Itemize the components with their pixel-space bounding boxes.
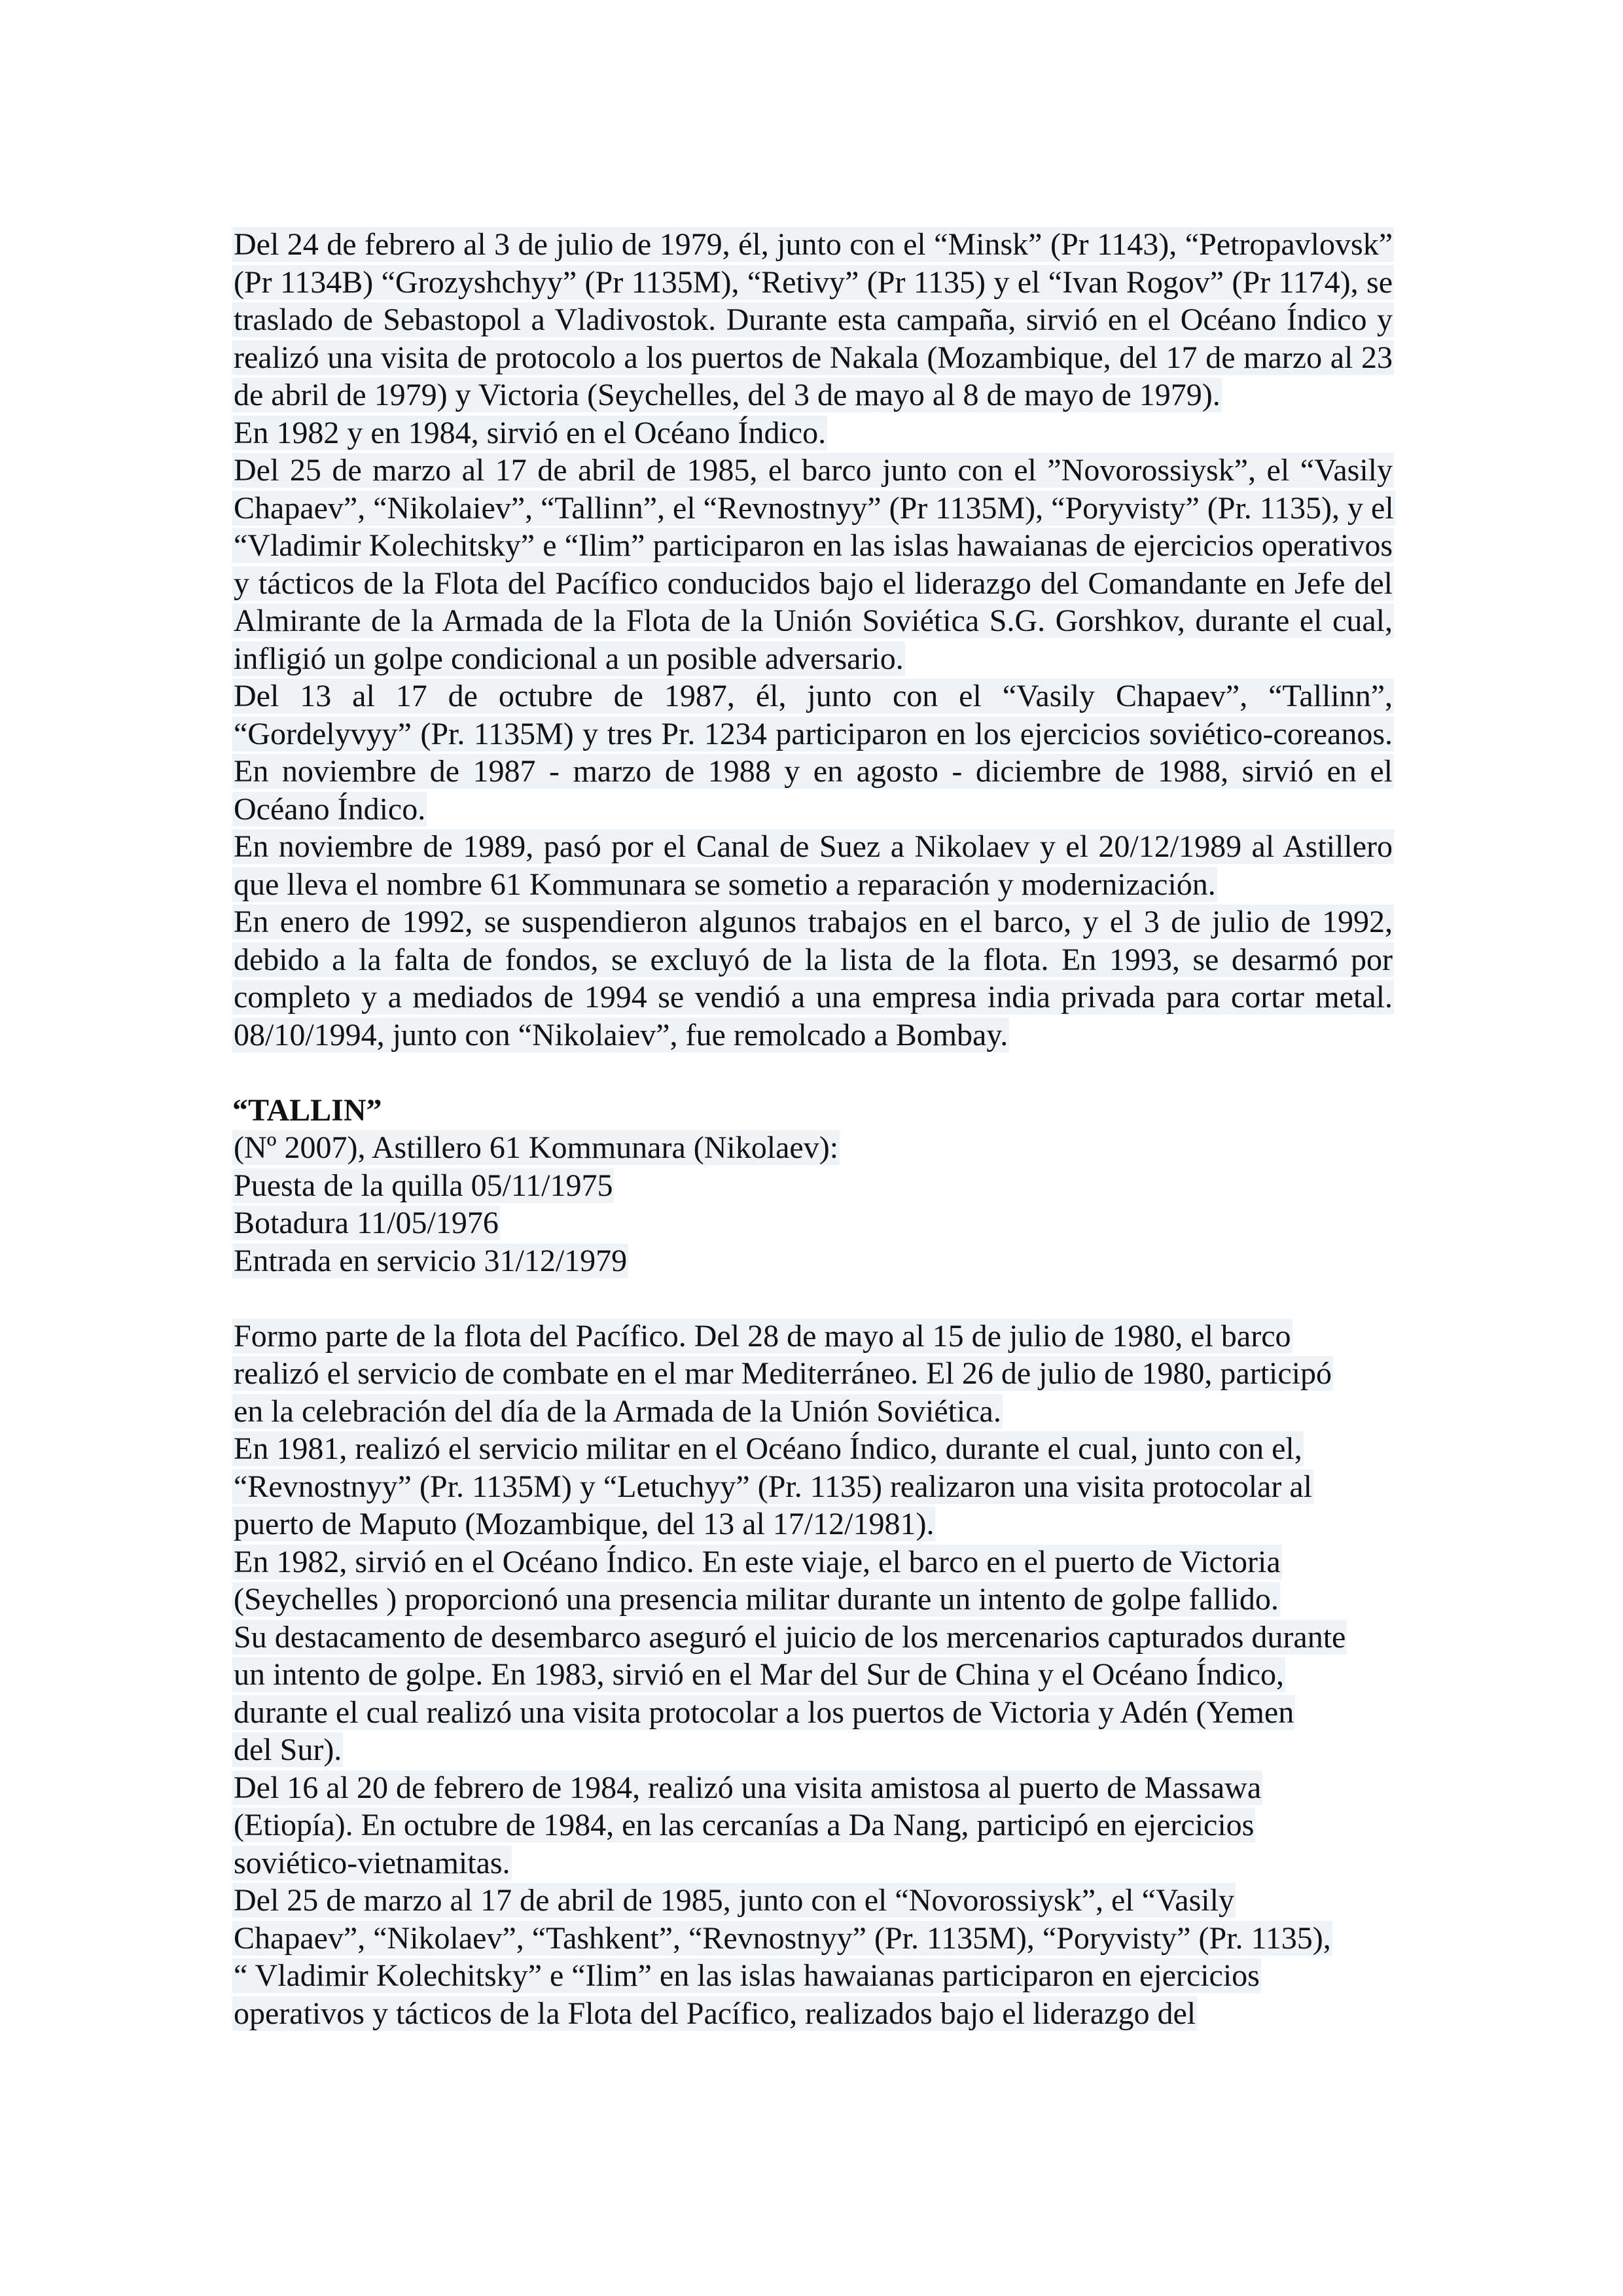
paragraph-1989-repair: En noviembre de 1989, pasó por el Canal de Suez a Nikolaev y el 20/12/1989 al Astillero que lleva el nombre 61 Kommunara se sometio a reparación y modernización. xyxy=(234,829,1393,902)
paragraph-1984-visit: Del 16 al 20 de febrero de 1984, realizó una visita amistosa al puerto de Massawa (Etiopía). En octubre de 1984, en las cercanías a Da Nang, participó en ejercicios soviético-vietnamitas. xyxy=(234,1770,1262,1880)
paragraph-1981-service: En 1981, realizó el servicio militar en el Océano Índico, durante el cual, junto con el, “Revnostnyy” (Pr. 1135M) y “Letuchyy” (Pr. 1135) realizaron una visita protocolar al puerto de Maputo (Mozambique, del 13 al 17/12/1981). xyxy=(234,1431,1312,1541)
paragraph-1992-decommission: En enero de 1992, se suspendieron algunos trabajos en el barco, y el 3 de julio de 1992, debido a la falta de fondos, se excluyó de la lista de la flota. En 1993, se desarmó por completo y a mediados de 1994 se vendió a una empresa india privada para cortar metal. 08/10/1994, junto con “Nikolaiev”, fue remolcado a Bombay. xyxy=(234,905,1393,1052)
ship-name-heading: “TALLIN” xyxy=(232,1092,382,1128)
spacer xyxy=(232,1054,1394,1092)
paragraph-landing-detachment: Su destacamento de desembarco aseguró el juicio de los mercenarios capturados durante un intento de golpe. En 1983, sirvió en el Mar del Sur de China y el Océano Índico, durante el cual realizó una visita protocolar a los puertos de Victoria y Adén (Yemen del Sur). xyxy=(234,1619,1346,1767)
spacer xyxy=(232,1280,1394,1318)
ship-keel-date: Puesta de la quilla 05/11/1975 xyxy=(234,1168,613,1203)
paragraph-1985-exercises: Del 25 de marzo al 17 de abril de 1985, el barco junto con el ”Novorossiysk”, el “Vasily Chapaev”, “Nikolaiev”, “Tallinn”, el “Revnostnyy” (Pr 1135M), “Poryvisty” (Pr. 1135), y el “Vladimir Kolechitsky” e “Ilim” participaron en las islas hawaianas de ejercicios operativos y tácticos de la Flota del Pacífico conducidos bajo el liderazgo del Comandante en Jefe del Almirante de la Armada de la Flota de la Unión Soviética S.G. Gorshkov, durante el cual, infligió un golpe condicional a un posible adversario. xyxy=(234,453,1394,676)
ship-commission-date: Entrada en servicio 31/12/1979 xyxy=(234,1243,628,1278)
paragraph-1982-service: En 1982, sirvió en el Océano Índico. En este viaje, el barco en el puerto de Victoria (Seychelles ) proporcionó una presencia militar durante un intento de golpe fallido. xyxy=(234,1544,1281,1617)
ship-builder: (Nº 2007), Astillero 61 Kommunara (Nikolaev): xyxy=(234,1130,839,1165)
paragraph-1979-transfer: Del 24 de febrero al 3 de julio de 1979, él, junto con el “Minsk” (Pr 1143), “Petropavlovsk” (Pr 1134B) “Grozyshchyy” (Pr 1135M), “Retivy” (Pr 1135) y el “Ivan Rogov” (Pr 1174), se traslado de Sebastopol a Vladivostok. Durante esta campaña, sirvió en el Océano Índico y realizó una visita de protocolo a los puertos de Nakala (Mozambique, del 17 de marzo al 23 de abril de 1979) y Victoria (Seychelles, del 3 de mayo al 8 de mayo de 1979). xyxy=(234,227,1393,412)
paragraph-1982-1984: En 1982 y en 1984, sirvió en el Océano Índico. xyxy=(234,415,827,450)
document-body xyxy=(232,226,1394,2032)
paragraph-1980-service: Formo parte de la flota del Pacífico. Del 28 de mayo al 15 de julio de 1980, el barco realizó el servicio de combate en el mar Mediterráneo. El 26 de julio de 1980, participó en la celebración del día de la Armada de la Unión Soviética. xyxy=(234,1318,1332,1429)
paragraph-1985-hawaii: Del 25 de marzo al 17 de abril de 1985, junto con el “Novorossiysk”, el “Vasily Chapaev”, “Nikolaev”, “Tashkent”, “Revnostnyy” (Pr. 1135M), “Poryvisty” (Pr. 1135), “ Vladimir Kolechitsky” e “Ilim” en las islas hawaianas participaron en ejercicios operativos y tácticos de la Flota del Pacífico, realizados bajo el liderazgo del xyxy=(234,1883,1331,2031)
ship-launch-date: Botadura 11/05/1976 xyxy=(234,1206,499,1240)
paragraph-1987-exercises: Del 13 al 17 de octubre de 1987, él, junto con el “Vasily Chapaev”, “Tallinn”, “Gordelyvyy” (Pr. 1135M) y tres Pr. 1234 participaron en los ejercicios soviético-coreanos. En noviembre de 1987 - marzo de 1988 y en agosto - diciembre de 1988, sirvió en el Océano Índico. xyxy=(234,679,1393,827)
